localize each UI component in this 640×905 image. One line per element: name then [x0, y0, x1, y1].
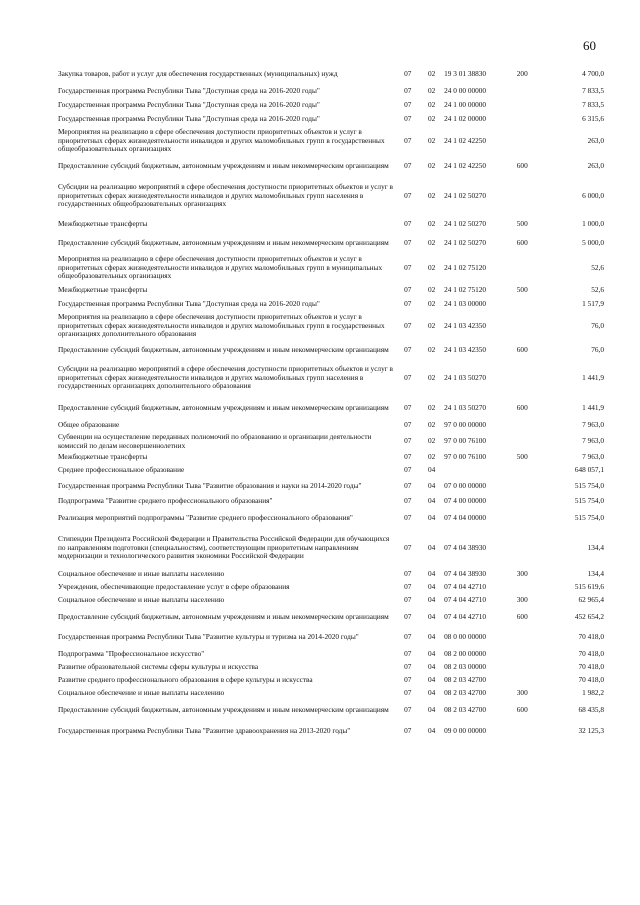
row-name: Предоставление субсидий бюджетным, автономным учреждениям и иным некоммерческим организациям — [58, 161, 389, 171]
row-subsection: 02 — [428, 100, 436, 110]
row-section: 07 — [404, 420, 412, 430]
row-name: Государственная программа Республики Тыва "Доступная среда на 2016-2020 годы" — [58, 113, 320, 123]
row-expense-type — [517, 84, 548, 99]
row-amount: 76,0 — [591, 344, 604, 354]
table-row — [58, 648, 604, 661]
table-row — [58, 464, 604, 477]
row-target-article: 24 1 02 00000 — [444, 113, 487, 123]
table-row — [58, 283, 604, 298]
row-section: 07 — [404, 100, 412, 110]
table-row — [58, 627, 604, 648]
row-name: Общее образование — [58, 420, 120, 430]
row-section: 07 — [404, 402, 412, 412]
row-expense-type — [517, 464, 548, 477]
row-name: Мероприятия на реализацию в сфере обеспечения доступности приоритетных объектов и услуг в приоритетных сферах жизнедеятельности инвалидов и других маломобильных групп в муниципальных общеобразовательных организациях — [58, 254, 383, 281]
row-name: Среднее профессиональное образование — [58, 465, 185, 475]
row-amount: 7 963,0 — [582, 436, 604, 446]
table-row — [58, 156, 604, 177]
row-target-article: 24 1 00 00000 — [444, 100, 487, 110]
row-amount: 515 619,6 — [574, 582, 604, 592]
row-amount: 648 057,1 — [574, 465, 604, 475]
row-section: 07 — [404, 86, 412, 96]
row-expense-type — [517, 627, 548, 648]
row-target-article: 24 1 03 50270 — [444, 372, 487, 382]
row-amount: 134,4 — [587, 542, 604, 552]
row-name: Субвенции на осуществление переданных полномочий по образованию и организации деятельности комиссий по делам несовершеннолетних — [58, 432, 372, 450]
row-subsection: 02 — [428, 113, 436, 123]
row-section: 07 — [404, 436, 412, 446]
table-row — [58, 661, 604, 674]
row-subsection: 02 — [428, 299, 436, 309]
row-expense-type: 600 — [516, 611, 528, 621]
row-target-article: 07 4 00 00000 — [444, 496, 487, 506]
row-expense-type — [517, 126, 548, 156]
row-amount: 62 965,4 — [578, 595, 604, 605]
row-expense-type: 500 — [516, 452, 528, 462]
row-expense-type: 600 — [516, 344, 528, 354]
row-target-article: 07 4 04 42710 — [444, 611, 487, 621]
row-amount: 515 754,0 — [574, 480, 604, 490]
row-subsection: 02 — [428, 190, 436, 200]
row-subsection: 04 — [428, 496, 436, 506]
row-expense-type — [517, 112, 548, 126]
row-name: Межбюджетные трансферты — [58, 452, 148, 462]
table-row — [58, 687, 604, 700]
row-target-article: 24 1 03 42350 — [444, 320, 487, 330]
row-subsection: 02 — [428, 262, 436, 272]
row-amount: 32 125,3 — [578, 725, 604, 735]
row-target-article: 24 0 00 00000 — [444, 86, 487, 96]
row-target-article: 24 1 03 42350 — [444, 344, 487, 354]
row-subsection: 04 — [428, 611, 436, 621]
table-row — [58, 311, 604, 341]
table-row — [58, 419, 604, 432]
table-row — [58, 359, 604, 397]
row-expense-type — [517, 477, 548, 495]
budget-table-body — [58, 64, 604, 741]
row-section: 07 — [404, 452, 412, 462]
row-target-article: 09 0 00 00000 — [444, 725, 487, 735]
row-expense-type: 300 — [516, 688, 528, 698]
row-subsection: 02 — [428, 86, 436, 96]
row-target-article: 24 1 03 00000 — [444, 299, 487, 309]
row-subsection: 04 — [428, 595, 436, 605]
row-section: 07 — [404, 512, 412, 522]
row-name: Стипендии Президента Российской Федерации и Правительства Российской Федерации для обучающихся по направлениям подготовки (специальностям), соответствующим приоритетным направлениям модернизации и технологического развития экономики Российской Федерации — [58, 534, 390, 561]
table-row — [58, 397, 604, 419]
row-section: 07 — [404, 190, 412, 200]
table-row — [58, 112, 604, 126]
table-row — [58, 594, 604, 607]
row-subsection: 02 — [428, 285, 436, 295]
row-subsection: 04 — [428, 705, 436, 715]
row-name: Государственная программа Республики Тыва "Доступная среда на 2016-2020 годы" — [58, 299, 320, 309]
table-row — [58, 700, 604, 721]
row-amount: 52,6 — [591, 262, 604, 272]
row-target-article: 97 0 00 76100 — [444, 436, 487, 446]
row-name: Социальное обеспечение и иные выплаты населению — [58, 595, 225, 605]
row-target-article: 24 1 02 50270 — [444, 190, 487, 200]
table-row — [58, 674, 604, 687]
row-expense-type: 500 — [516, 285, 528, 295]
table-row — [58, 495, 604, 508]
row-section: 07 — [404, 688, 412, 698]
row-amount: 70 418,0 — [578, 632, 604, 642]
row-amount: 1 000,0 — [582, 218, 604, 228]
row-expense-type: 500 — [516, 218, 528, 228]
table-row — [58, 341, 604, 359]
row-amount: 7 833,5 — [582, 100, 604, 110]
table-row — [58, 298, 604, 311]
row-amount: 6 000,0 — [582, 190, 604, 200]
row-target-article: 08 2 03 42700 — [444, 705, 487, 715]
row-subsection: 04 — [428, 632, 436, 642]
row-section: 07 — [404, 480, 412, 490]
row-section: 07 — [404, 542, 412, 552]
row-subsection: 02 — [428, 344, 436, 354]
row-subsection: 02 — [428, 402, 436, 412]
row-target-article: 08 0 00 00000 — [444, 632, 487, 642]
row-subsection: 02 — [428, 218, 436, 228]
row-expense-type — [517, 721, 548, 741]
row-amount: 515 754,0 — [574, 512, 604, 522]
row-section: 07 — [404, 611, 412, 621]
row-name: Мероприятия на реализацию в сфере обеспечения доступности приоритетных объектов и услуг в приоритетных сферах жизнедеятельности инвалидов и других маломобильных групп в государственных организациях дополнительного образования — [58, 312, 385, 339]
row-amount: 70 418,0 — [578, 649, 604, 659]
row-name: Субсидии на реализацию мероприятий в сфере обеспечения доступности приоритетных объектов и услуг в приоритетных сферах жизнедеятельности инвалидов и других маломобильных групп населения в государственных организациях дополнительного образования — [58, 364, 393, 391]
table-row — [58, 721, 604, 741]
row-amount: 1 982,2 — [582, 688, 604, 698]
table-row — [58, 215, 604, 233]
row-target-article: 24 1 02 50270 — [444, 237, 487, 247]
row-subsection: 04 — [428, 465, 436, 475]
row-expense-type: 300 — [516, 569, 528, 579]
row-amount: 5 000,0 — [582, 237, 604, 247]
row-section: 07 — [404, 135, 412, 145]
row-amount: 70 418,0 — [578, 675, 604, 685]
row-expense-type — [517, 432, 548, 451]
row-amount: 263,0 — [587, 135, 604, 145]
row-expense-type: 600 — [516, 705, 528, 715]
row-section: 07 — [404, 262, 412, 272]
row-expense-type — [517, 99, 548, 112]
row-name: Закупка товаров, работ и услуг для обеспечения государственных (муниципальных) нужд — [58, 68, 338, 78]
row-subsection: 02 — [428, 135, 436, 145]
row-section: 07 — [404, 161, 412, 171]
row-subsection: 04 — [428, 582, 436, 592]
row-section: 07 — [404, 632, 412, 642]
row-section: 07 — [404, 582, 412, 592]
row-name: Межбюджетные трансферты — [58, 218, 148, 228]
row-name: Развитие среднего профессионального образования в сфере культуры и искусства — [58, 675, 313, 685]
row-subsection: 04 — [428, 688, 436, 698]
row-expense-type — [517, 528, 548, 568]
row-target-article: 97 0 00 00000 — [444, 420, 487, 430]
row-subsection: 04 — [428, 569, 436, 579]
row-name: Подпрограмма "Развитие среднего профессионального образования" — [58, 496, 273, 506]
row-subsection: 04 — [428, 675, 436, 685]
row-target-article: 97 0 00 76100 — [444, 452, 487, 462]
row-section: 07 — [404, 372, 412, 382]
budget-table — [58, 64, 604, 741]
row-section: 07 — [404, 705, 412, 715]
row-amount: 7 963,0 — [582, 420, 604, 430]
row-target-article: 24 1 02 50270 — [444, 218, 487, 228]
row-target-article — [444, 464, 517, 477]
row-amount: 1 441,9 — [582, 372, 604, 382]
row-target-article: 07 4 04 38930 — [444, 542, 487, 552]
row-subsection: 02 — [428, 420, 436, 430]
row-amount: 263,0 — [587, 161, 604, 171]
row-subsection: 04 — [428, 662, 436, 672]
table-row — [58, 99, 604, 112]
table-row — [58, 508, 604, 528]
row-name: Предоставление субсидий бюджетным, автономным учреждениям и иным некоммерческим организациям — [58, 402, 389, 412]
row-name: Государственная программа Республики Тыва "Развитие здравоохранения на 2013-2020 годы" — [58, 725, 351, 735]
row-expense-type — [517, 661, 548, 674]
row-target-article: 07 4 04 42710 — [444, 582, 487, 592]
table-row — [58, 177, 604, 215]
row-amount: 7 963,0 — [582, 452, 604, 462]
row-amount: 134,4 — [587, 569, 604, 579]
row-section: 07 — [404, 113, 412, 123]
row-section: 07 — [404, 662, 412, 672]
row-name: Межбюджетные трансферты — [58, 285, 148, 295]
row-subsection: 02 — [428, 436, 436, 446]
row-subsection: 02 — [428, 68, 436, 78]
row-target-article: 08 2 00 00000 — [444, 649, 487, 659]
row-subsection: 02 — [428, 452, 436, 462]
row-target-article: 24 1 02 75120 — [444, 285, 487, 295]
row-amount: 6 315,6 — [582, 113, 604, 123]
row-name: Государственная программа Республики Тыва "Развитие культуры и туризма на 2014-2020 годы" — [58, 632, 359, 642]
row-expense-type — [517, 674, 548, 687]
row-amount: 52,6 — [591, 285, 604, 295]
row-name: Социальное обеспечение и иные выплаты населению — [58, 688, 225, 698]
row-subsection: 02 — [428, 237, 436, 247]
table-row — [58, 607, 604, 627]
row-name: Развитие образовательной системы сферы культуры и искусства — [58, 662, 259, 672]
table-row — [58, 84, 604, 99]
row-subsection: 04 — [428, 480, 436, 490]
row-subsection: 04 — [428, 725, 436, 735]
row-expense-type — [517, 648, 548, 661]
row-target-article: 08 2 03 42700 — [444, 675, 487, 685]
row-expense-type — [517, 177, 548, 215]
row-section: 07 — [404, 237, 412, 247]
row-target-article: 24 1 02 75120 — [444, 262, 487, 272]
row-subsection: 04 — [428, 512, 436, 522]
row-expense-type: 600 — [516, 237, 528, 247]
table-row — [58, 568, 604, 581]
table-row — [58, 253, 604, 283]
table-row — [58, 451, 604, 464]
row-section: 07 — [404, 649, 412, 659]
table-row — [58, 432, 604, 451]
row-section: 07 — [404, 344, 412, 354]
row-amount: 1 517,9 — [582, 299, 604, 309]
row-name: Подпрограмма "Профессиональное искусство" — [58, 649, 205, 659]
row-expense-type — [517, 508, 548, 528]
row-name: Предоставление субсидий бюджетным, автономным учреждениям и иным некоммерческим организациям — [58, 237, 389, 247]
row-section: 07 — [404, 465, 412, 475]
row-amount: 70 418,0 — [578, 662, 604, 672]
row-amount: 1 441,9 — [582, 402, 604, 412]
row-target-article: 07 4 04 42710 — [444, 595, 487, 605]
row-expense-type — [517, 495, 548, 508]
row-expense-type — [517, 298, 548, 311]
row-expense-type: 600 — [516, 402, 528, 412]
table-row — [58, 477, 604, 495]
row-expense-type — [517, 581, 548, 594]
row-expense-type — [517, 359, 548, 397]
row-name: Предоставление субсидий бюджетным, автономным учреждениям и иным некоммерческим организациям — [58, 705, 389, 715]
table-row — [58, 528, 604, 568]
row-subsection: 02 — [428, 320, 436, 330]
row-subsection: 02 — [428, 372, 436, 382]
row-expense-type: 300 — [516, 595, 528, 605]
page-number: 60 — [583, 38, 596, 53]
row-target-article: 07 4 04 38930 — [444, 569, 487, 579]
row-name: Государственная программа Республики Тыва "Доступная среда на 2016-2020 годы" — [58, 100, 320, 110]
row-target-article: 08 2 03 42700 — [444, 688, 487, 698]
row-section: 07 — [404, 218, 412, 228]
row-name: Социальное обеспечение и иные выплаты населению — [58, 569, 225, 579]
row-section: 07 — [404, 675, 412, 685]
row-target-article: 19 3 01 38830 — [444, 68, 487, 78]
row-target-article: 07 4 04 00000 — [444, 512, 487, 522]
row-name: Государственная программа Республики Тыва "Развитие образования и науки на 2014-2020 годы" — [58, 480, 362, 490]
table-row — [58, 64, 604, 84]
row-amount: 68 435,8 — [578, 705, 604, 715]
row-name: Предоставление субсидий бюджетным, автономным учреждениям и иным некоммерческим организациям — [58, 344, 389, 354]
row-amount: 7 833,5 — [582, 86, 604, 96]
row-target-article: 24 1 02 42250 — [444, 161, 487, 171]
row-section: 07 — [404, 496, 412, 506]
row-section: 07 — [404, 725, 412, 735]
row-amount: 452 654,2 — [574, 611, 604, 621]
row-target-article: 08 2 03 00000 — [444, 662, 487, 672]
row-section: 07 — [404, 569, 412, 579]
row-section: 07 — [404, 68, 412, 78]
table-row — [58, 126, 604, 156]
row-amount: 4 700,0 — [582, 68, 604, 78]
row-expense-type — [517, 311, 548, 341]
row-expense-type — [517, 253, 548, 283]
row-name: Мероприятия на реализацию в сфере обеспечения доступности приоритетных объектов и услуг в приоритетных сферах жизнедеятельности инвалидов и других маломобильных групп в государственных общеобразовательных организациях — [58, 127, 385, 154]
row-subsection: 04 — [428, 649, 436, 659]
row-expense-type: 600 — [516, 161, 528, 171]
table-row — [58, 581, 604, 594]
row-name: Учреждения, обеспечивающие предоставление услуг в сфере образования — [58, 582, 290, 592]
row-name: Государственная программа Республики Тыва "Доступная среда на 2016-2020 годы" — [58, 86, 320, 96]
row-target-article: 07 0 00 00000 — [444, 480, 487, 490]
row-target-article: 24 1 03 50270 — [444, 402, 487, 412]
table-row — [58, 233, 604, 253]
row-name: Предоставление субсидий бюджетным, автономным учреждениям и иным некоммерческим организациям — [58, 611, 389, 621]
row-name: Субсидии на реализацию мероприятий в сфере обеспечения доступности приоритетных объектов и услуг в приоритетных сферах жизнедеятельности инвалидов и других маломобильных групп населения в государственных общеобразовательных организациях — [58, 182, 393, 209]
row-section: 07 — [404, 299, 412, 309]
row-target-article: 24 1 02 42250 — [444, 135, 487, 145]
row-subsection: 02 — [428, 161, 436, 171]
row-section: 07 — [404, 320, 412, 330]
row-section: 07 — [404, 285, 412, 295]
row-amount: 515 754,0 — [574, 496, 604, 506]
row-section: 07 — [404, 595, 412, 605]
row-expense-type — [517, 419, 548, 432]
row-expense-type: 200 — [516, 68, 528, 78]
row-subsection: 04 — [428, 542, 436, 552]
row-name: Реализация мероприятий подпрограммы "Развитие среднего профессионального образования" — [58, 512, 353, 522]
row-amount: 76,0 — [591, 320, 604, 330]
